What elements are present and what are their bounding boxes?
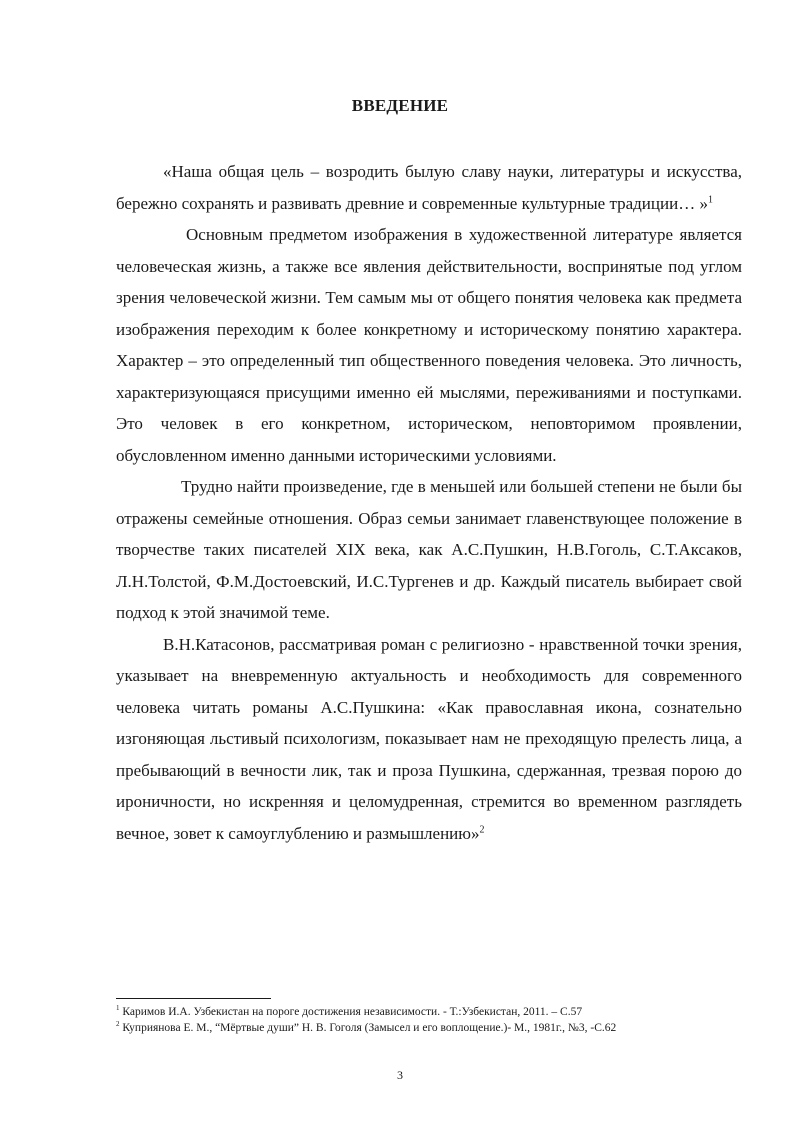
paragraph-text: Трудно найти произведение, где в меньшей или большей степени не были бы отражены семейные отношения. Образ семьи занимает главенствующее положение в творчестве таких писателей XIX века, как А.С.Пушкин, Н.В.Гоголь, С.Т.Аксаков, Л.Н.Толстой, Ф.М.Достоевский, И.С.Тургенев и др. Каждый писатель выбирает свой подход к этой значимой теме. [116,477,742,622]
footnote-ref-1: 1 [707,193,713,205]
footnote-2 [116,1020,756,1036]
footnote-1 [116,1004,756,1020]
footnotes [116,1004,756,1036]
footnote-mark: 1 [116,1004,120,1013]
footnote-ref-2: 2 [479,823,485,835]
paragraph-katasonov [116,629,742,850]
paragraph-family [116,471,742,629]
footnote-text: Куприянова Е. М., “Мёртвые души” Н. В. Гоголя (Замысел и его воплощение.)- М., 1981г., №3, -С.62 [119,1022,617,1034]
footnote-separator [116,998,271,999]
page-number: 3 [397,1068,403,1082]
footnote-text: Каримов И.А. Узбекистан на пороге достижения независимости. - Т.:Узбекистан, 2011. – С.57 [119,1006,583,1018]
footnote-mark: 2 [116,1020,120,1029]
paragraph-text: Основным предметом изображения в художественной литературе является человеческая жизнь, а также все явления действительности, воспринятые под углом зрения человеческой жизни. Тем самым мы от общего понятия человека как предмета изображения переходим к более конкретному и историческому понятию характера. Характер – это определенный тип общественного поведения человека. Это личность, характеризующаяся присущими именно ей мыслями, переживаниями и поступками. Это человек в его конкретном, историческом, неповторимом проявлении, обусловленном именно данными историческими условиями. [116,225,742,465]
paragraph-character [116,219,742,471]
paragraph-text: «Наша общая цель – возродить былую славу науки, литературы и искусства, бережно сохранять и развивать древние и современные культурные традиции… » [116,162,742,213]
paragraph-quote [116,156,742,219]
paragraph-text: В.Н.Катасонов, рассматривая роман с религиозно - нравственной точки зрения, указывает на вневременную актуальность и необходимость для современного человека читать романы А.С.Пушкина: «Как православная икона, сознательно изгоняющая льстивый психологизм, показывает нам не преходящую прелесть лица, а пребывающий в вечности лик, так и проза Пушкина, сдержанная, трезвая порою до ироничности, но искренняя и целомудренная, стремится во временном разглядеть вечное, зовет к самоуглублению и размышлению» [116,634,742,843]
body-text [116,156,742,849]
page-title: ВВЕДЕНИЕ [351,96,449,115]
